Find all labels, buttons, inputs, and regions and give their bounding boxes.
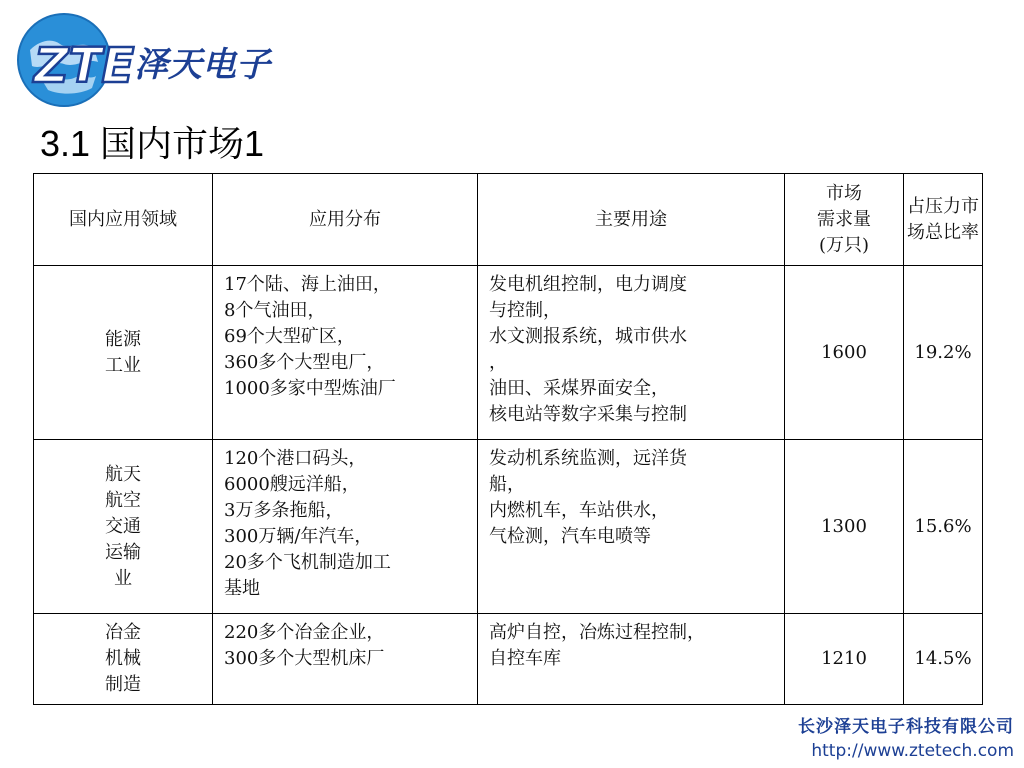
cell-field: 航天 航空 交通 运输 业 [34, 440, 213, 614]
cell-field: 能源 工业 [34, 266, 213, 440]
header-demand: 市场 需求量 (万只) [785, 174, 904, 266]
table-header-row [34, 174, 983, 266]
cell-demand: 1210 [785, 614, 904, 705]
table-row [34, 614, 983, 705]
page-title: 3.1 国内市场1 [40, 123, 265, 164]
cell-demand: 1600 [785, 266, 904, 440]
market-table [33, 173, 983, 705]
header-usage: 主要用途 [478, 174, 785, 266]
cell-distribution: 220多个冶金企业， 300多个大型机床厂 [213, 614, 478, 705]
cell-distribution: 17个陆、海上油田， 8个气油田， 69个大型矿区， 360多个大型电厂， 1000多家中型炼油厂 [213, 266, 478, 440]
cell-ratio: 19.2% [904, 266, 983, 440]
company-url[interactable]: http://www.ztetech.com [811, 741, 1014, 761]
cell-ratio: 15.6% [904, 440, 983, 614]
cell-usage: 发动机系统监测，远洋货 船， 内燃机车，车站供水， 气检测，汽车电喷等 [478, 440, 785, 614]
cell-distribution: 120个港口码头， 6000艘远洋船， 3万多条拖船， 300万辆/年汽车， 20多个飞机制造加工 基地 [213, 440, 478, 614]
logo-text: 泽天电子 [134, 45, 270, 85]
cell-usage: 高炉自控，冶炼过程控制， 自控车库 [478, 614, 785, 705]
company-logo [12, 10, 302, 110]
cell-ratio: 14.5% [904, 614, 983, 705]
table-row [34, 440, 983, 614]
header-distribution: 应用分布 [213, 174, 478, 266]
header-field: 国内应用领域 [34, 174, 213, 266]
cell-field: 冶金 机械 制造 [34, 614, 213, 705]
cell-usage: 发电机组控制，电力调度 与控制， 水文测报系统，城市供水 ， 油田、采煤界面安全， 核电站等数字采集与控制 [478, 266, 785, 440]
table-row [34, 266, 983, 440]
header-ratio: 占压力市 场总比率 [904, 174, 983, 266]
company-name: 长沙泽天电子科技有限公司 [798, 717, 1014, 737]
cell-demand: 1300 [785, 440, 904, 614]
footer [798, 712, 1014, 761]
logo-letters: ZTE [34, 38, 135, 94]
